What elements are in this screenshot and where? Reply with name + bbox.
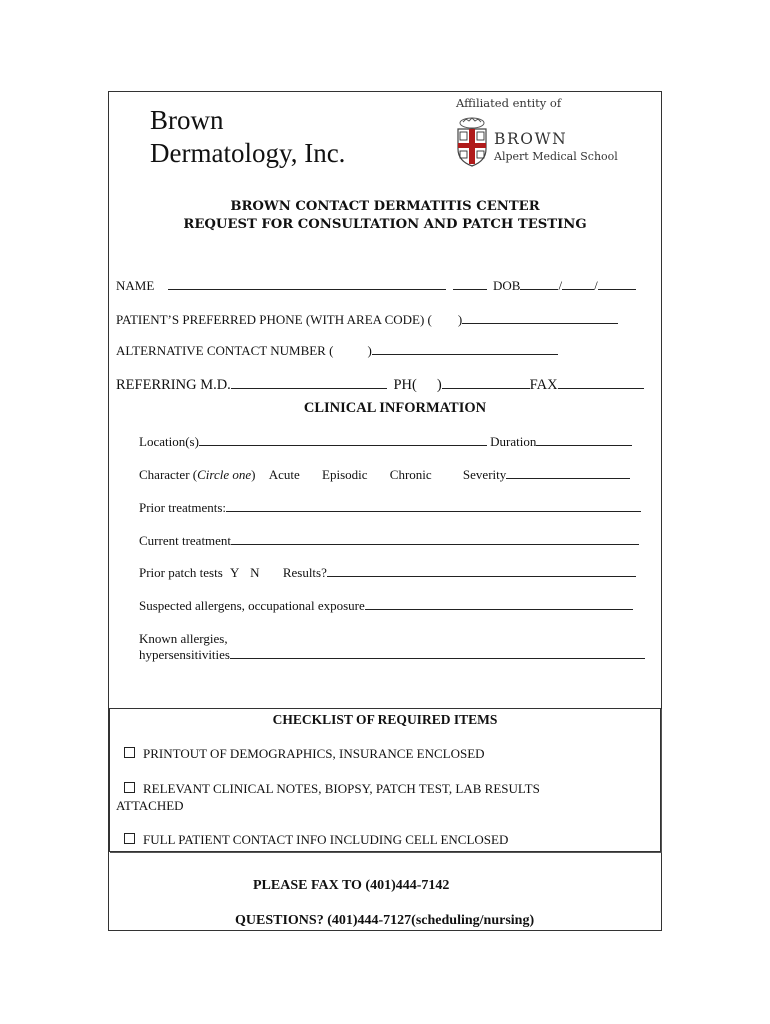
checklist-box	[109, 708, 661, 852]
prior-patch-row	[139, 565, 636, 581]
option-no[interactable]: N	[250, 565, 260, 580]
org-name-line2: Dermatology, Inc.	[150, 138, 346, 168]
known-allergies-label-1: Known allergies,	[139, 631, 228, 646]
form-title-line1: BROWN CONTACT DERMATITIS CENTER	[230, 199, 540, 214]
questions-line: QUESTIONS? (401)444-7127(scheduling/nursing)	[235, 913, 535, 928]
prior-treatments-row	[139, 500, 641, 516]
affiliated-text: Affiliated entity of	[456, 96, 562, 110]
suspected-label: Suspected allergens, occupational exposure	[139, 598, 365, 613]
referring-md-field[interactable]	[231, 377, 387, 389]
current-treatment-label: Current treatment	[139, 533, 232, 548]
checkbox-1[interactable]	[124, 747, 135, 758]
suspected-field[interactable]	[365, 598, 633, 610]
option-yes[interactable]: Y	[230, 565, 239, 580]
duration-field[interactable]	[536, 434, 632, 446]
name-field-ext[interactable]	[453, 278, 487, 290]
dob-sep-1: /	[558, 278, 563, 293]
phone-label: PATIENT’S PREFERRED PHONE (WITH AREA CODE) (	[116, 312, 432, 327]
alt-contact-field[interactable]	[372, 343, 558, 355]
location-label: Location(s)	[139, 434, 199, 449]
org-name-line1: Brown	[150, 105, 224, 135]
known-allergies-label-2: hypersensitivities	[139, 647, 230, 662]
ph-close-paren: )	[436, 377, 442, 393]
option-acute[interactable]: Acute	[268, 467, 300, 482]
checkbox-2[interactable]	[124, 782, 135, 793]
phone-field[interactable]	[462, 312, 618, 324]
dob-sep-2: /	[594, 278, 598, 293]
ph-field[interactable]	[442, 377, 530, 389]
phone-close-paren: )	[457, 312, 463, 327]
brown-university-shield-icon	[455, 117, 489, 172]
prior-patch-label: Prior patch tests	[139, 565, 223, 580]
brand-name: BROWN	[494, 130, 568, 148]
character-close: )	[251, 467, 256, 482]
current-treatment-row	[139, 533, 639, 549]
option-episodic[interactable]: Episodic	[322, 467, 368, 482]
checklist-item-3-label: FULL PATIENT CONTACT INFO INCLUDING CELL ENCLOSED	[143, 832, 509, 847]
fax-label: FAX	[529, 377, 558, 393]
name-row	[116, 278, 636, 294]
prior-treatments-label: Prior treatments:	[139, 500, 227, 515]
option-chronic[interactable]: Chronic	[389, 467, 432, 482]
dob-year-field[interactable]	[598, 278, 636, 290]
clinical-heading: CLINICAL INFORMATION	[303, 400, 487, 416]
results-label: Results?	[282, 565, 327, 580]
fax-instruction: PLEASE FAX TO (401)444-7142	[253, 878, 450, 893]
brand-subtitle: Alpert Medical School	[494, 150, 618, 163]
character-label: Character (	[139, 467, 198, 482]
character-row	[139, 467, 630, 483]
severity-field[interactable]	[506, 467, 630, 479]
dob-month-field[interactable]	[520, 278, 558, 290]
checklist-heading: CHECKLIST OF REQUIRED ITEMS	[272, 712, 498, 727]
checklist-item-2	[124, 781, 540, 797]
location-field[interactable]	[199, 434, 487, 446]
duration-label: Duration	[490, 434, 537, 449]
form-title-line2: REQUEST FOR CONSULTATION AND PATCH TESTING	[183, 217, 587, 232]
alt-contact-row	[116, 343, 558, 359]
checklist-item-2-label: RELEVANT CLINICAL NOTES, BIOPSY, PATCH TEST, LAB RESULTS	[143, 781, 540, 796]
referring-row	[116, 377, 644, 394]
location-row	[139, 434, 632, 450]
prior-treatments-field[interactable]	[226, 500, 641, 512]
phone-row	[116, 312, 618, 328]
suspected-row	[139, 598, 633, 614]
dob-day-field[interactable]	[562, 278, 594, 290]
checklist-item-1	[124, 746, 485, 762]
current-treatment-field[interactable]	[231, 533, 639, 545]
name-field[interactable]	[168, 278, 446, 290]
checklist-item-3	[124, 832, 508, 848]
name-label: NAME	[116, 278, 155, 293]
checklist-item-2-label-cont: ATTACHED	[116, 798, 184, 813]
fax-field[interactable]	[558, 377, 644, 389]
checkbox-3[interactable]	[124, 833, 135, 844]
alt-close-paren: )	[367, 343, 372, 358]
circle-one-note: Circle one	[197, 467, 252, 482]
dob-label: DOB	[493, 278, 521, 293]
results-field[interactable]	[327, 565, 636, 577]
known-allergies-row	[139, 647, 645, 663]
known-allergies-field[interactable]	[230, 647, 645, 659]
alt-contact-label: ALTERNATIVE CONTACT NUMBER (	[116, 343, 334, 358]
checklist-item-1-label: PRINTOUT OF DEMOGRAPHICS, INSURANCE ENCLOSED	[143, 746, 485, 761]
severity-label: Severity	[462, 467, 507, 482]
ph-label: PH(	[393, 377, 417, 393]
referring-label: REFERRING M.D.	[116, 377, 231, 393]
